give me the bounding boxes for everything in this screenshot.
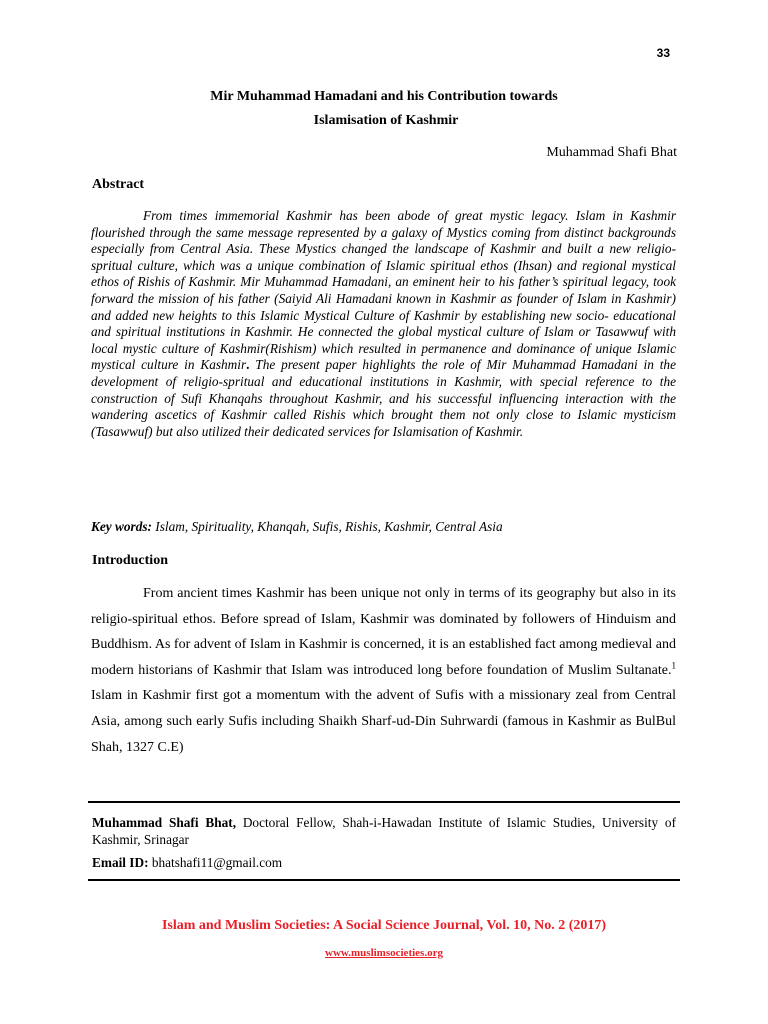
footnote-divider-bottom [88,879,680,881]
email-address[interactable]: bhatshafi11@gmail.com [148,855,283,870]
journal-citation: Islam and Muslim Societies: A Social Science Journal, Vol. 10, No. 2 (2017) [161,918,607,933]
abstract-heading: Abstract [92,177,145,192]
abstract-text-main: From times immemorial Kashmir has been abode of great mystic legacy. Islam in Kashmir flourished through the same message represented by a galaxy of Mystics coming from distinct backgrounds especially from Central Asia. These Mystics changed the landscape of Kashmir and built a new religio-spritual culture, which was a unique combination of Islamic spiritual ethos (Ihsan) and regional mystical ethos of Rishis of Kashmir. Mir Muhammad Hamadani, an eminent heir to his father’s spiritual legacy, took forward the mission of his father (Saiyid Ali Hamadani known in Kashmir as founder of Islam in Kashmir) and added new heights to this Islamic Mystical Culture of Kashmir by establishing new socio- educational and spiritual institutions in Kashmir. He connected the global mystical culture of Islam or Tasawwuf with local mystic culture of Kashmir(Rishism) which resulted in permanence and dominance of unique Islamic mystical culture in Kashmir [91,208,676,373]
introduction-text-part-2: Islam in Kashmir first got a momentum with the advent of Sufis with a missionary zeal from Central Asia, among such early Sufis including Shaikh Sharf-ud-Din Suhrwardi (famous in Kashmir as BulBul Shah, 1327 C.E) [91,688,676,755]
journal-website-link[interactable]: www.muslimsocieties.org [325,947,443,959]
author-footnote [92,815,676,848]
keywords [91,519,681,535]
keywords-label: Key words: [91,519,152,534]
author-name: Muhammad Shafi Bhat [546,145,677,160]
email-label: Email ID: [92,855,149,870]
paper-title-line-2: Islamisation of Kashmir [313,113,459,128]
introduction-text-part-1: From ancient times Kashmir has been unique not only in terms of its geography but also in its religio-spiritual ethos. Before spread of Islam, Kashmir was dominated by followers of Hinduism and Buddhism. As for advent of Islam in Kashmir is concerned, it is an established fact among medieval and modern historians of Kashmir that Islam was introduced long before foundation of Muslim Sultanate. [91,586,676,678]
introduction-heading: Introduction [92,553,168,568]
keywords-text: Islam, Spirituality, Khanqah, Sufis, Rishis, Kashmir, Central Asia [151,519,503,534]
introduction-text [91,581,676,760]
author-email [92,855,282,871]
abstract-text [91,208,676,440]
page-number: 33 [656,46,670,60]
footnote-affiliation: Doctoral Fellow, Shah-i-Hawadan Institute of Islamic Studies, University of Kashmir, Srinagar [92,815,677,847]
footnote-reference[interactable]: 1 [671,660,676,671]
abstract-text-dot: . [246,357,250,373]
abstract-text-rest: The present paper highlights the role of Mir Muhammad Hamadani in the development of religio-spritual and educational institutions in Kashmir, with special reference to the construction of Sufi Khanqahs throughout Kashmir, and his successful influencing interaction with the wandering ascetics of Kashmir called Rishis which brought them not only close to Islamic mysticism (Tasawwuf) but also utilized their dedicated services for Islamisation of Kashmir. [91,357,676,439]
paper-title-line-1: Mir Muhammad Hamadani and his Contribution towards [210,89,558,104]
footnote-divider-top [88,801,680,803]
footnote-author-name: Muhammad Shafi Bhat, [92,815,237,830]
